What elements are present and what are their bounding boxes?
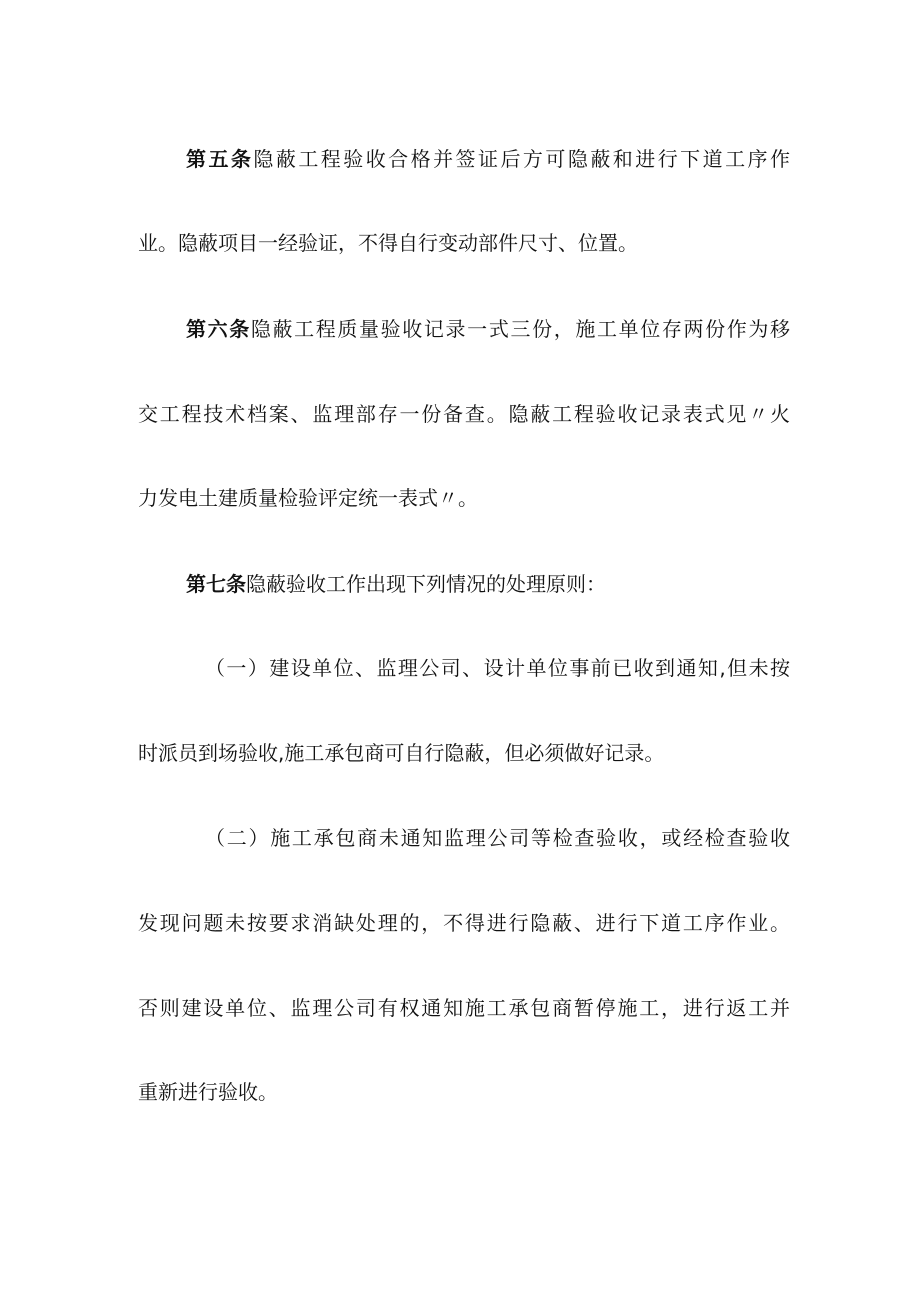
clause-2-line-3: 否则建设单位、监理公司有权通知施工承包商暂停施工，进行返工并 bbox=[138, 996, 790, 1020]
clause-2-line-1: （二）施工承包商未通知监理公司等检查验收，或经检查验收 bbox=[205, 826, 790, 850]
article-5-heading: 第五条 bbox=[186, 147, 254, 171]
article-7-heading: 第七条 bbox=[186, 572, 246, 596]
article-7-text-1: 隐蔽验收工作出现下列情况的处理原则： bbox=[246, 572, 606, 596]
article-6-text-1: 隐蔽工程质量验收记录一式三份，施工单位存两份作为移 bbox=[250, 317, 790, 341]
clause-2-line-2: 发现问题未按要求消缺处理的，不得进行隐蔽、进行下道工序作业。 bbox=[138, 911, 790, 935]
article-6-line-1 bbox=[186, 315, 790, 343]
article-5-text-1: 隐蔽工程验收合格并签证后方可隐蔽和进行下道工序作 bbox=[253, 147, 790, 171]
article-6-line-2: 交工程技术档案、监理部存一份备查。隐蔽工程验收记录表式见〃火 bbox=[138, 402, 790, 426]
article-5-line-1 bbox=[186, 145, 790, 173]
article-6-heading: 第六条 bbox=[186, 317, 251, 341]
clause-2-line-4: 重新进行验收。 bbox=[138, 1080, 278, 1104]
article-7-line-1 bbox=[186, 570, 790, 598]
article-6-line-3: 力发电土建质量检验评定统一表式〃。 bbox=[138, 486, 478, 510]
clause-1-line-1: （一）建设单位、监理公司、设计单位事前已收到通知,但未按 bbox=[205, 656, 790, 680]
clause-1-line-2: 时派员到场验收,施工承包商可自行隐蔽，但必须做好记录。 bbox=[138, 741, 665, 765]
article-5-line-2: 业。隐蔽项目一经验证，不得自行变动部件尺寸、位置。 bbox=[138, 231, 638, 255]
